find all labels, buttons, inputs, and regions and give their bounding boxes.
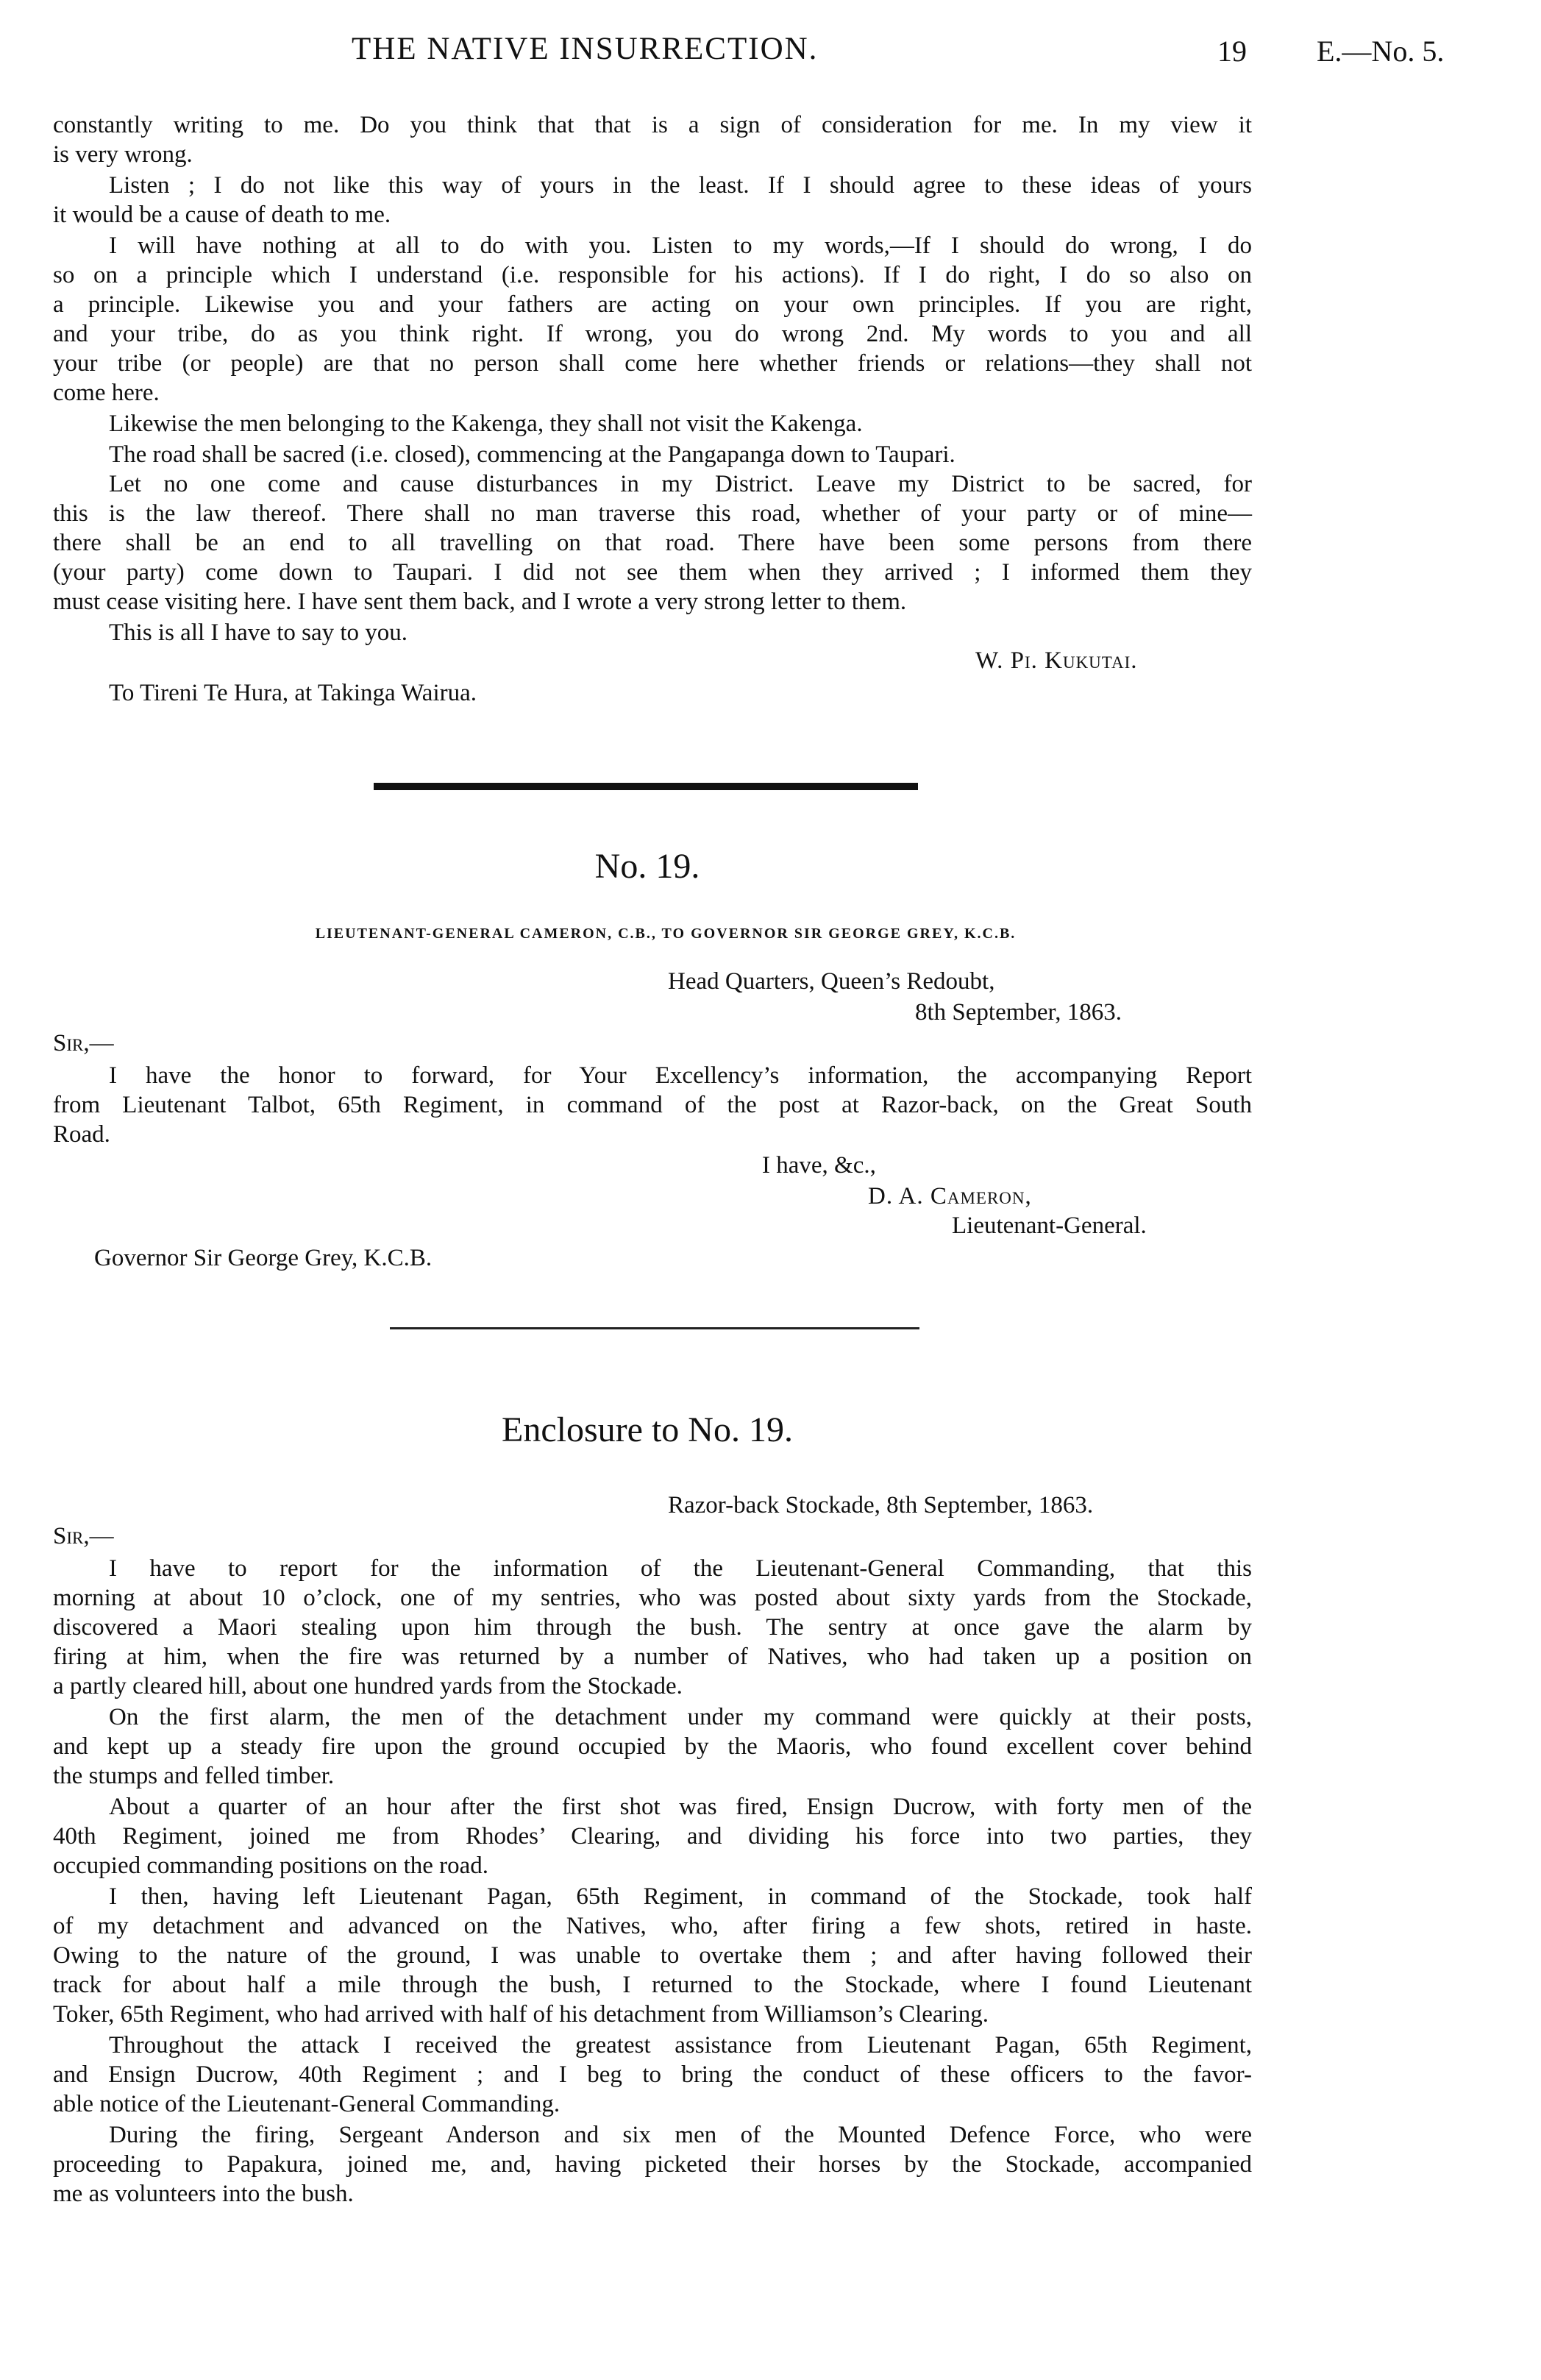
letter-line: Let no one come and cause disturbances in my District. Leave my District to be sacred, for — [109, 471, 1252, 497]
letter-line: a principle. Likewise you and your fathers are acting on your own principles. If you are right, — [53, 291, 1252, 318]
body-line: I have to report for the information of the Lieutenant-General Commanding, that this — [109, 1555, 1252, 1582]
body-line: the stumps and felled timber. — [53, 1763, 335, 1789]
body-line: of my detachment and advanced on the Natives, who, after firing a few shots, retired in haste. — [53, 1913, 1252, 1939]
body-line: a partly cleared hill, about one hundred yards from the Stockade. — [53, 1673, 683, 1699]
body-line: able notice of the Lieutenant-General Commanding. — [53, 2091, 560, 2117]
letter-line: (your party) come down to Taupari. I did not see them when they arrived ; I informed them they — [53, 559, 1252, 586]
body-line: me as volunteers into the bush. — [53, 2181, 354, 2207]
section-divider — [390, 1327, 919, 1329]
letter-line: your tribe (or people) are that no person shall come here whether friends or relations—they shall not — [53, 350, 1252, 377]
letter-line: Likewise the men belonging to the Kakenga, they shall not visit the Kakenga. — [109, 411, 863, 437]
page-number: 19 — [1217, 35, 1247, 68]
salutation: Sir,— — [53, 1523, 114, 1549]
letter-location: Head Quarters, Queen’s Redoubt, — [668, 968, 995, 995]
body-line: firing at him, when the fire was returned by a number of Natives, who had taken up a position on — [53, 1644, 1252, 1670]
body-line: About a quarter of an hour after the first shot was fired, Ensign Ducrow, with forty men of the — [109, 1794, 1252, 1820]
body-line: Toker, 65th Regiment, who had arrived with half of his detachment from Williamson’s Clearing. — [53, 2001, 989, 2028]
body-line: I then, having left Lieutenant Pagan, 65th Regiment, in command of the Stockade, took half — [109, 1883, 1252, 1910]
body-line: and kept up a steady fire upon the ground occupied by the Maoris, who found excellent cover behind — [53, 1733, 1252, 1760]
section-divider — [374, 783, 918, 790]
document-reference: E.—No. 5. — [1317, 35, 1445, 68]
closing: I have, &c., — [762, 1152, 876, 1179]
letter-line: it would be a cause of death to me. — [53, 202, 391, 228]
letter-line: and your tribe, do as you think right. If wrong, you do wrong 2nd. My words to you and all — [53, 321, 1252, 347]
body-line: proceeding to Papakura, joined me, and, having picketed their horses by the Stockade, accompanied — [53, 2151, 1252, 2178]
letter-line: come here. — [53, 380, 160, 406]
body-line: Owing to the nature of the ground, I was unable to overtake them ; and after having followed their — [53, 1942, 1252, 1969]
body-line: Road. — [53, 1121, 110, 1148]
body-line: On the first alarm, the men of the detachment under my command were quickly at their posts, — [109, 1704, 1252, 1730]
letter-date: 8th September, 1863. — [915, 999, 1122, 1026]
signature-rank: Lieutenant-General. — [952, 1212, 1147, 1239]
body-line: I have the honor to forward, for Your Excellency’s information, the accompanying Report — [109, 1062, 1252, 1089]
letter-line: so on a principle which I understand (i.e. responsible for his actions). If I do right, I do so also on — [53, 262, 1252, 288]
salutation: Sir,— — [53, 1030, 114, 1056]
letter-line: I will have nothing at all to do with you. Listen to my words,—If I should do wrong, I do — [109, 232, 1252, 259]
letter-line: The road shall be sacred (i.e. closed), commencing at the Pangapanga down to Taupari. — [109, 441, 955, 468]
letter-line: is very wrong. — [53, 141, 193, 168]
body-line: and Ensign Ducrow, 40th Regiment ; and I beg to bring the conduct of these officers to the favor- — [53, 2061, 1252, 2088]
document-heading-no-19: No. 19. — [594, 847, 700, 886]
body-line: from Lieutenant Talbot, 65th Regiment, in command of the post at Razor-back, on the Great South — [53, 1092, 1252, 1118]
body-line: morning at about 10 o’clock, one of my sentries, who was posted about sixty yards from the Stockade, — [53, 1585, 1252, 1611]
letter-line: there shall be an end to all travelling on that road. There have been some persons from there — [53, 530, 1252, 556]
addressee-grey: Governor Sir George Grey, K.C.B. — [94, 1245, 433, 1271]
letter-line: this is the law thereof. There shall no man traverse this road, whether of your party or of mine— — [53, 500, 1252, 527]
signature-kukutai: W. Pi. Kukutai. — [975, 647, 1138, 674]
letter-line: must cease visiting here. I have sent them back, and I wrote a very strong letter to them. — [53, 589, 907, 615]
body-line: Throughout the attack I received the greatest assistance from Lieutenant Pagan, 65th Regiment, — [109, 2032, 1252, 2058]
body-line: During the firing, Sergeant Anderson and six men of the Mounted Defence Force, who were — [109, 2122, 1252, 2148]
letter-line: Listen ; I do not like this way of yours in the least. If I should agree to these ideas of yours — [109, 172, 1252, 199]
body-line: discovered a Maori stealing upon him through the bush. The sentry at once gave the alarm by — [53, 1614, 1252, 1641]
body-line: 40th Regiment, joined me from Rhodes’ Clearing, and dividing his force into two parties, they — [53, 1823, 1252, 1850]
body-line: track for about half a mile through the bush, I returned to the Stockade, where I found Lieutenant — [53, 1972, 1252, 1998]
body-line: occupied commanding positions on the road. — [53, 1853, 489, 1879]
letter-line: constantly writing to me. Do you think that that is a sign of consideration for me. In my view it — [53, 112, 1252, 138]
document-subheading: LIEUTENANT-GENERAL CAMERON, C.B., TO GOVERNOR SIR GEORGE GREY, K.C.B. — [315, 926, 1017, 942]
letter-line: This is all I have to say to you. — [109, 619, 408, 646]
enclosure-location-date: Razor-back Stockade, 8th September, 1863. — [668, 1492, 1094, 1518]
enclosure-heading: Enclosure to No. 19. — [502, 1410, 793, 1449]
addressee-tireni: To Tireni Te Hura, at Takinga Wairua. — [109, 680, 477, 706]
signature-cameron: D. A. Cameron, — [868, 1183, 1032, 1209]
running-title: THE NATIVE INSURRECTION. — [352, 32, 819, 66]
